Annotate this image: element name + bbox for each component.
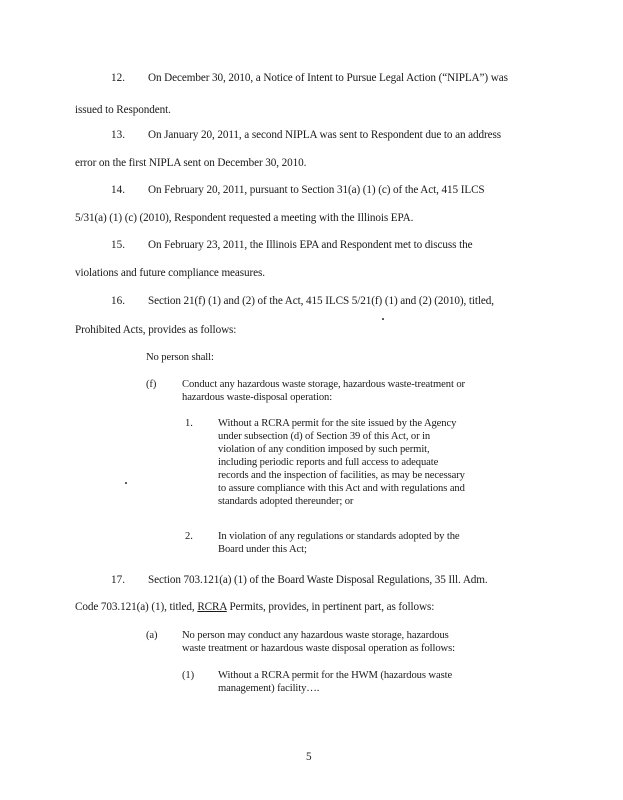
quote-text: including periodic reports and full access to adequate [218,457,439,468]
quote-sub-item-label: 1. [185,418,193,429]
scan-speck [125,482,127,484]
paragraph-text: Section 703.121(a) (1) of the Board Waste Disposal Regulations, 35 Ill. Adm. [148,574,488,586]
paragraph-text: issued to Respondent. [75,104,171,116]
paragraph-number: 16. [111,295,125,307]
quote-text: under subsection (d) of Section 39 of this Act, or in [218,431,431,442]
quote-text: records and the inspection of facilities, as may be necessary [218,470,465,481]
paragraph-number: 13. [111,129,125,141]
quote-text: In violation of any regulations or standards adopted by the [218,531,460,542]
quote-text: Conduct any hazardous waste storage, hazardous waste-treatment or [182,379,465,390]
quote-item-label: (f) [146,379,157,390]
quote-sub-item-label: 2. [185,531,193,542]
scan-speck [382,318,384,320]
paragraph-number: 14. [111,184,125,196]
paragraph-text: Prohibited Acts, provides as follows: [75,324,237,336]
quote-sub-item-label: (1) [182,670,195,681]
paragraph-text [75,601,434,614]
paragraph-text-segment: Code 703.121(a) (1), titled, [75,601,198,613]
paragraph-text: On February 20, 2011, pursuant to Section 31(a) (1) (c) of the Act, 415 ILCS [148,184,485,196]
paragraph-text: On December 30, 2010, a Notice of Intent to Pursue Legal Action (“NIPLA”) was [148,72,508,84]
quote-text: violation of any condition imposed by such permit, [218,444,430,455]
paragraph-text: violations and future compliance measures. [75,267,265,279]
paragraph-number: 12. [111,72,125,84]
quote-text: No person may conduct any hazardous waste storage, hazardous [182,630,449,641]
quote-text: waste treatment or hazardous waste disposal operation as follows: [182,643,455,654]
quote-text: Without a RCRA permit for the HWM (hazardous waste [218,670,453,681]
page-number: 5 [306,751,312,763]
quote-intro: No person shall: [146,352,214,363]
quote-text: management) facility…. [218,683,320,694]
paragraph-number: 17. [111,574,125,586]
paragraph-text: On January 20, 2011, a second NIPLA was sent to Respondent due to an address [148,129,502,141]
quote-text: standards adopted thereunder; or [218,496,354,507]
paragraph-text-segment: Permits, provides, in pertinent part, as follows: [226,601,435,613]
paragraph-text: 5/31(a) (1) (c) (2010), Respondent requested a meeting with the Illinois EPA. [75,212,414,224]
paragraph-text: Section 21(f) (1) and (2) of the Act, 415 ILCS 5/21(f) (1) and (2) (2010), titled, [148,295,494,307]
quote-text: to assure compliance with this Act and with regulations and [218,483,465,494]
paragraph-number: 15. [111,239,125,251]
paragraph-text: On February 23, 2011, the Illinois EPA and Respondent met to discuss the [148,239,473,251]
quote-text: Board under this Act; [218,544,307,555]
paragraph-text: error on the first NIPLA sent on December 30, 2010. [75,157,307,169]
quote-text: Without a RCRA permit for the site issued by the Agency [218,418,457,429]
quote-text: hazardous waste-disposal operation: [182,392,333,403]
quote-item-label: (a) [146,630,158,641]
underlined-term: RCRA [197,601,227,613]
